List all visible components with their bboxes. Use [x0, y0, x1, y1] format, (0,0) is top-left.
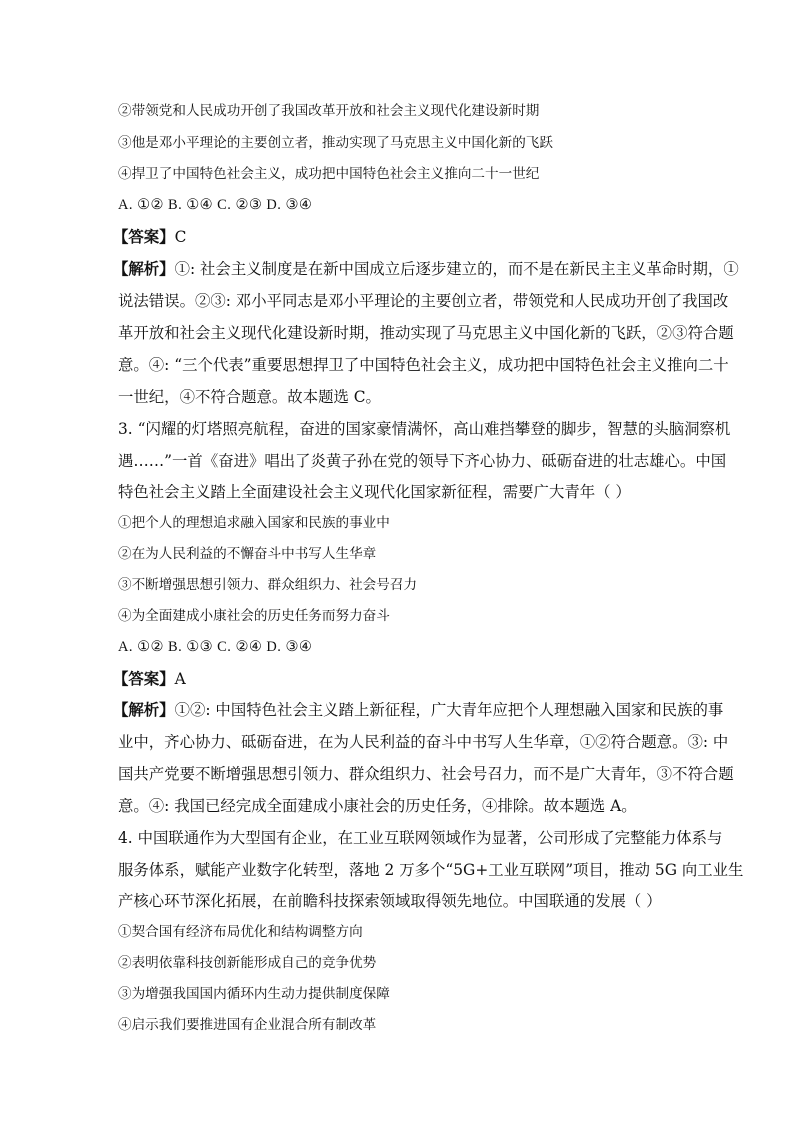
q4-stem-line-2: 服务体系，赋能产业数字化转型，落地 2 万多个“5G+工业互联网”项目，推动 5G 向工业生	[118, 861, 744, 879]
q4-option-1: ①契合国有经济布局优化和结构调整方向	[118, 924, 363, 940]
analysis-tag: 【解析】	[113, 260, 175, 278]
q2-analysis-line-1	[113, 258, 739, 280]
q4-stem-line-3: 产核心环节深化拓展，在前瞻科技探索领域取得领先地位。中国联通的发展（ ）	[118, 892, 662, 910]
q4-option-2: ②表明依靠科技创新能形成自己的竞争优势	[118, 955, 377, 971]
analysis-text: ①: 社会主义制度是在新中国成立后逐步建立的，而不是在新民主主义革命时期，①	[174, 260, 739, 278]
answer-value: A	[174, 670, 186, 688]
q2-answer	[113, 226, 186, 248]
q3-option-2: ②在为人民利益的不懈奋斗中书写人生华章	[118, 546, 377, 562]
q3-analysis-line-3: 国共产党要不断增强思想引领力、群众组织力、社会号召力，而不是广大青年，③不符合题	[118, 765, 734, 783]
q4-stem-line-1: 4. 中国联通作为大型国有企业，在工业互联网领域作为显著，公司形成了完整能力体系与	[118, 829, 723, 847]
q4-option-3: ③为增强我国国内循环内生动力提供制度保障	[118, 986, 390, 1002]
q3-option-4: ④为全面建成小康社会的历史任务而努力奋斗	[118, 608, 390, 624]
q4-option-4: ④启示我们要推进国有企业混合所有制改革	[118, 1017, 377, 1033]
analysis-tag: 【解析】	[113, 701, 175, 719]
q3-stem-line-2: 遇……”一首《奋进》唱出了炎黄子孙在党的领导下齐心协力、砥砺奋进的壮志雄心。中国	[118, 452, 727, 470]
q3-option-1: ①把个人的理想追求融入国家和民族的事业中	[118, 515, 390, 531]
q2-option-3: ③他是邓小平理论的主要创立者，推动实现了马克思主义中国化新的飞跃	[118, 135, 553, 151]
q2-option-4: ④捍卫了中国特色社会主义，成功把中国特色社会主义推向二十一世纪	[118, 166, 540, 182]
answer-value: C	[174, 228, 187, 246]
answer-tag: 【答案】	[113, 670, 175, 688]
q2-analysis-line-2: 说法错误。②③: 邓小平同志是邓小平理论的主要创立者，带领党和人民成功开创了我国改	[118, 292, 729, 310]
q3-stem-line-3: 特色社会主义踏上全面建设社会主义现代化国家新征程，需要广大青年（ ）	[118, 483, 631, 501]
q2-analysis-line-5: 一世纪，④不符合题意。故本题选 C。	[118, 388, 381, 406]
q3-analysis-line-1	[113, 699, 723, 721]
q2-option-2: ②带领党和人民成功开创了我国改革开放和社会主义现代化建设新时期	[118, 103, 540, 119]
answer-tag: 【答案】	[113, 228, 175, 246]
analysis-text: ①②: 中国特色社会主义踏上新征程，广大青年应把个人理想融入国家和民族的事	[174, 701, 724, 719]
q3-option-3: ③不断增强思想引领力、群众组织力、社会号召力	[118, 577, 418, 593]
q3-choices: A. ①② B. ①③ C. ②④ D. ③④	[118, 639, 313, 655]
q3-analysis-line-2: 业中，齐心协力、砥砺奋进，在为人民利益的奋斗中书写人生华章，①②符合题意。③: 中	[118, 733, 729, 751]
q2-analysis-line-3: 革开放和社会主义现代化建设新时期，推动实现了马克思主义中国化新的飞跃，②③符合题	[118, 324, 734, 342]
q2-analysis-line-4: 意。④: “三个代表”重要思想捍卫了中国特色社会主义，成功把中国特色社会主义推向二十	[118, 356, 729, 374]
q3-stem-line-1: 3. “闪耀的灯塔照亮航程，奋进的国家豪情满怀，高山难挡攀登的脚步，智慧的头脑洞察机	[118, 420, 731, 438]
q3-analysis-line-4: 意。④: 我国已经完成全面建成小康社会的历史任务，④排除。故本题选 A。	[118, 797, 637, 815]
q3-answer	[113, 668, 186, 690]
q2-choices: A. ①② B. ①④ C. ②③ D. ③④	[118, 197, 313, 213]
